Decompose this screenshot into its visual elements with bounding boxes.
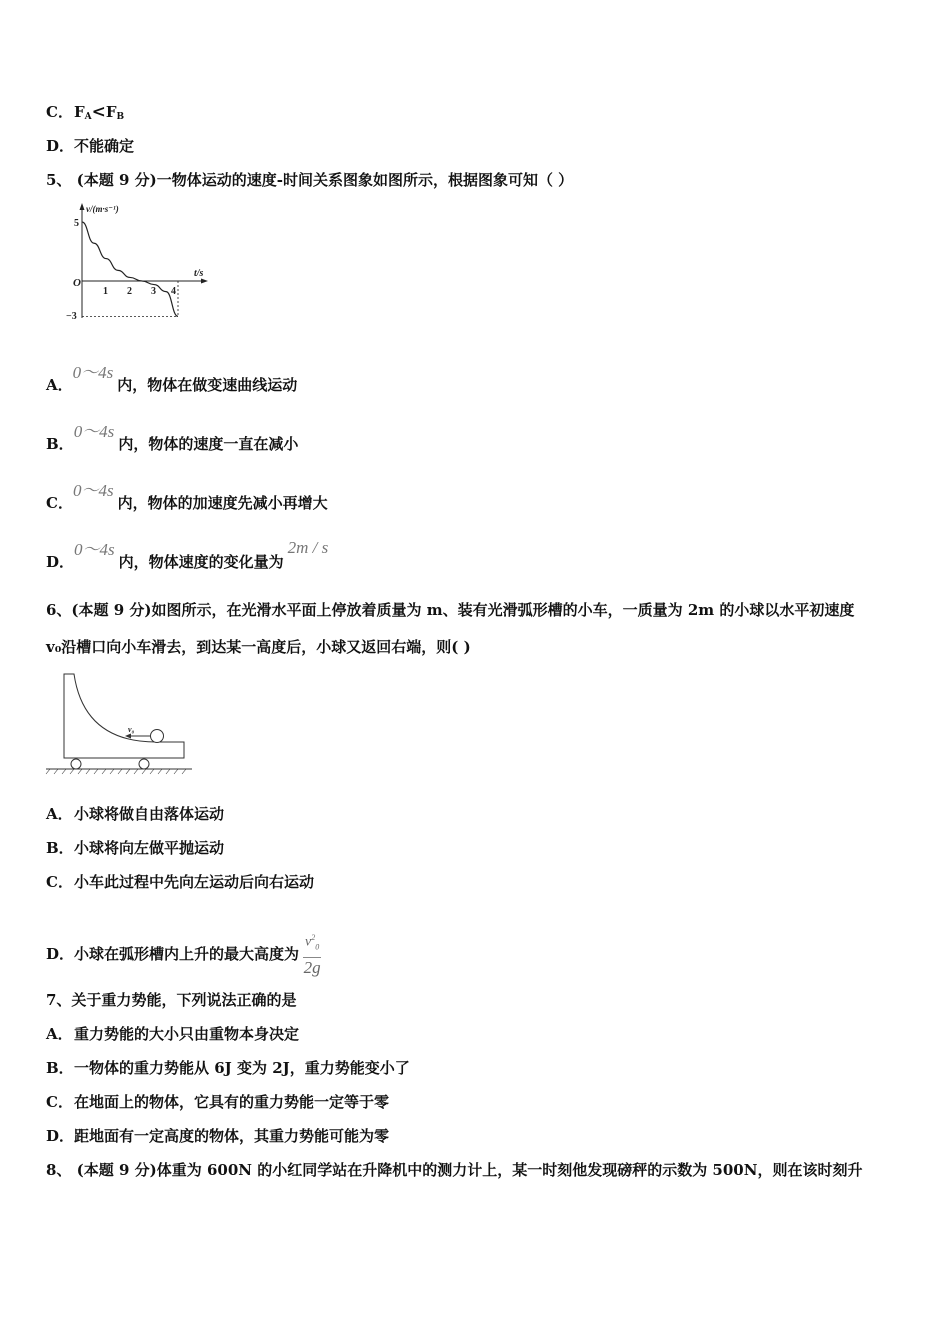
q7-option-a: A．重力势能的大小只由重物本身决定	[46, 1025, 300, 1043]
cart-wheel-right	[139, 759, 149, 769]
q6-option-d: D．小球在弧形槽内上升的最大高度为 $\frac{v^2_0}{2g}$	[46, 930, 321, 980]
x-axis-arrow	[201, 279, 208, 284]
q6-option-c: C．小车此过程中先向左运动后向右运动	[46, 873, 315, 891]
q7-option-d: D．距地面有一定高度的物体，其重力势能可能为零	[46, 1127, 390, 1145]
cart-wheel-left	[71, 759, 81, 769]
x-tick-2: 2	[127, 286, 132, 297]
q5-option-b: B．0～4s内，物体的速度一直在减小	[46, 422, 299, 453]
q5-option-d: D．0～4s内，物体速度的变化量为2m / s	[46, 538, 329, 571]
velocity-curve	[82, 222, 178, 316]
x-tick-1: 1	[103, 286, 108, 297]
q7-option-c: C．在地面上的物体，它具有的重力势能一定等于零	[46, 1093, 390, 1111]
q8-stem: 8、 (本题 9 分)体重为 600N 的小红同学站在升降机中的测力计上，某一时刻他发现磅秤的示数为 500N，则在该时刻升	[46, 1161, 863, 1179]
velocity-arrowhead	[125, 734, 131, 739]
q4-option-d: D．不能确定	[46, 137, 135, 155]
q5-option-c: C．0～4s内，物体的加速度先减小再增大	[46, 481, 328, 512]
q5-option-a: A．0～4s内，物体在做变速曲线运动	[46, 363, 298, 394]
q6-stem-line1: 6、(本题 9 分)如图所示，在光滑水平面上停放着质量为 m、装有光滑弧形槽的小车，一质量为 2m 的小球以水平初速度	[46, 601, 855, 619]
ground-hatch	[46, 769, 186, 774]
y-tick-neg3: −3	[66, 311, 77, 322]
v0-label: v₀	[128, 725, 135, 734]
ball	[151, 730, 164, 743]
q5-stem: 5、 (本题 9 分)一物体运动的速度-时间关系图象如图所示，根据图象可知（ ）	[46, 171, 574, 189]
q4-option-c: C．$F_A<F_B$	[46, 102, 125, 122]
origin-label: O	[73, 277, 81, 289]
q7-option-b: B．一物体的重力势能从 6J 变为 2J，重力势能变小了	[46, 1059, 410, 1077]
y-tick-5: 5	[74, 218, 79, 229]
q6-option-b: B．小球将向左做平抛运动	[46, 839, 225, 857]
q7-stem: 7、关于重力势能，下列说法正确的是	[46, 991, 297, 1009]
x-tick-4: 4	[171, 286, 176, 297]
q5-vt-graph	[60, 198, 220, 328]
q6-cart-figure	[44, 670, 194, 776]
x-tick-3: 3	[151, 286, 156, 297]
y-axis-label: v/(m·s⁻¹)	[86, 204, 119, 214]
y-axis-arrow	[80, 203, 85, 210]
height-fraction: $\frac{v^2_0}{2g}$	[303, 928, 321, 978]
q6-option-a: A．小球将做自由落体运动	[46, 805, 225, 823]
cart-body	[64, 674, 184, 758]
x-axis-label: t/s	[194, 268, 204, 279]
q6-stem-line2: v₀沿槽口向小车滑去，到达某一高度后，小球又返回右端，则( )	[46, 638, 471, 656]
